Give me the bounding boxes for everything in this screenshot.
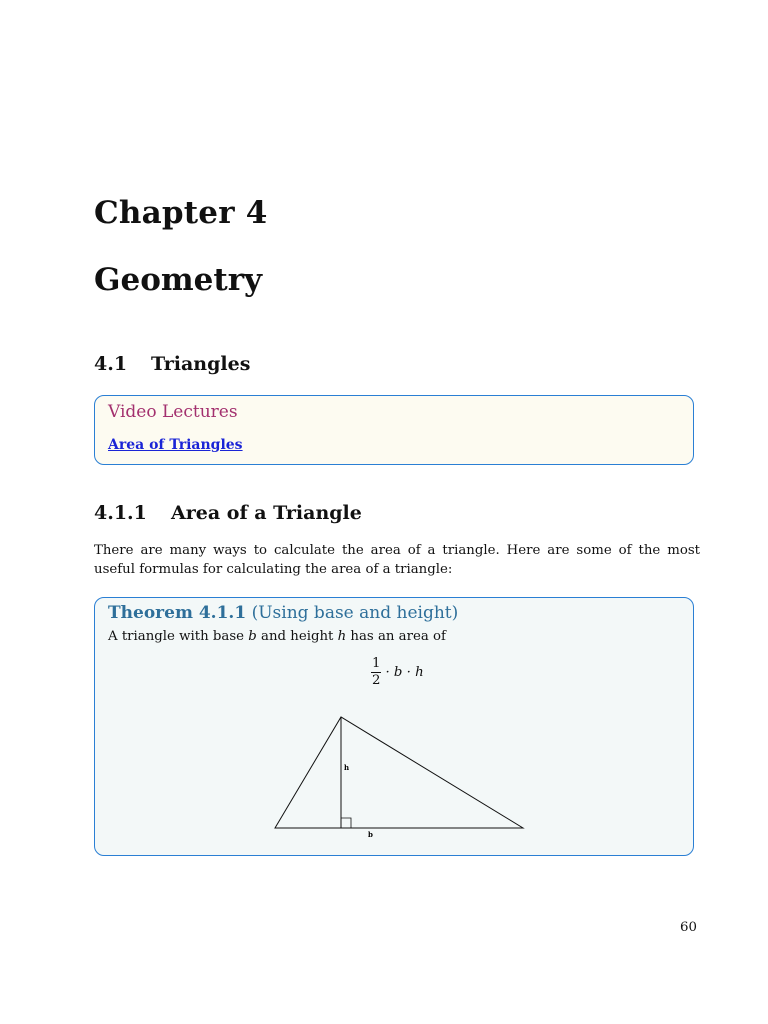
page-number: 60 <box>680 920 697 935</box>
height-variable: h <box>337 629 347 644</box>
theorem-label: Theorem 4.1.1 <box>108 603 247 623</box>
statement-mid: and height <box>261 629 334 644</box>
intro-paragraph: There are many ways to calculate the area of a triangle. Here are some of the most useful formulas for calculating the area of a triangle: <box>94 543 700 577</box>
video-lectures-title: Video Lectures <box>108 402 238 422</box>
section-heading <box>94 353 250 375</box>
chapter-title: Geometry <box>94 262 263 298</box>
statement-prefix: A triangle with base <box>108 629 245 644</box>
section-title: Triangles <box>151 353 251 375</box>
chapter-label: Chapter 4 <box>94 195 268 231</box>
base-label: b <box>368 830 373 839</box>
section-number: 4.1 <box>94 353 128 375</box>
video-lectures-box <box>94 395 694 465</box>
base-variable: b <box>248 629 257 644</box>
statement-suffix: has an area of <box>350 629 446 644</box>
subsection-heading <box>94 502 362 524</box>
fraction-denominator: 2 <box>372 673 381 688</box>
triangle-figure <box>95 598 695 857</box>
height-label: h <box>344 763 350 772</box>
subsection-number: 4.1.1 <box>94 502 147 524</box>
formula-product: · b · h <box>385 665 424 680</box>
theorem-box <box>94 597 694 856</box>
subsection-title: Area of a Triangle <box>171 502 362 524</box>
right-angle-marker <box>341 818 351 828</box>
theorem-name: (Using base and height) <box>251 603 459 623</box>
area-of-triangles-link[interactable]: Area of Triangles <box>108 437 243 453</box>
fraction-numerator: 1 <box>372 656 381 671</box>
triangle-outline <box>275 717 523 828</box>
